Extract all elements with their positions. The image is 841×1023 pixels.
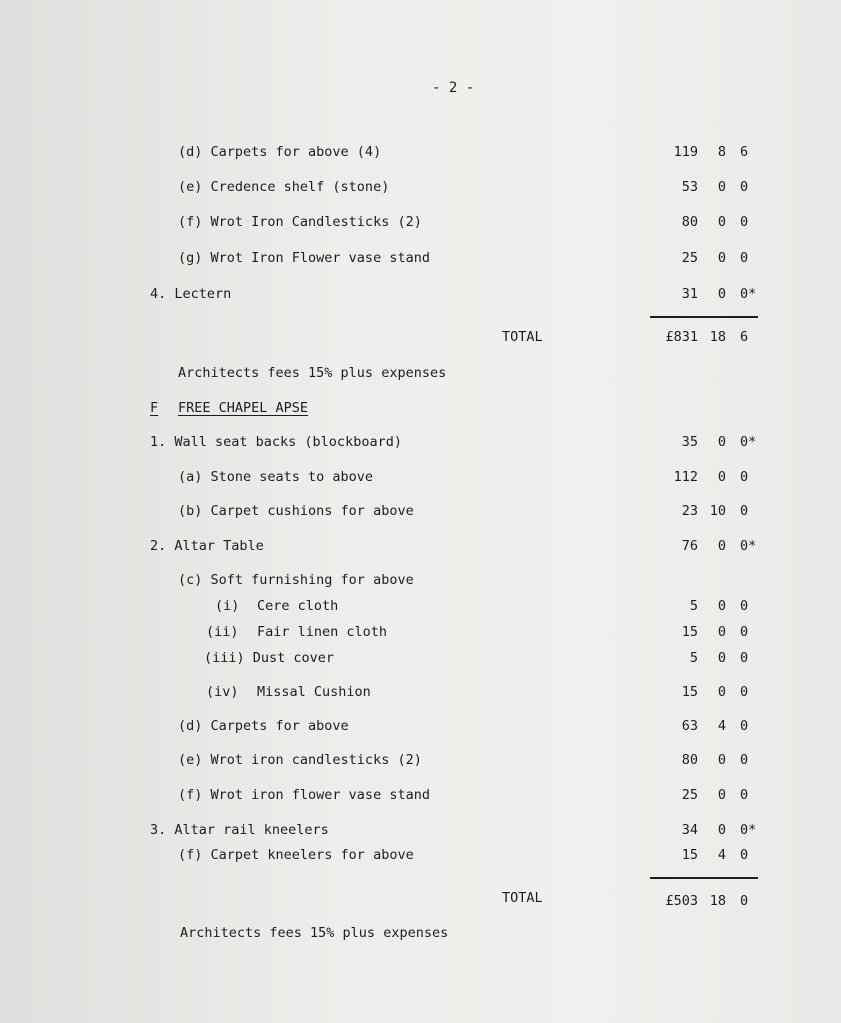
pounds-value: 112 <box>673 469 698 485</box>
item-label: (d) Carpets for above <box>178 718 349 734</box>
pounds-value: 35 <box>681 434 698 450</box>
shillings-value: 0 <box>717 179 726 195</box>
pence-value: 0 <box>740 503 749 519</box>
pounds-value: 80 <box>681 752 698 768</box>
pence-value: 0 <box>740 469 749 485</box>
pence-value: 0* <box>740 286 757 302</box>
pounds-value: 23 <box>681 503 698 519</box>
item-label: 4. Lectern <box>150 286 232 302</box>
total-rule <box>650 316 758 318</box>
sub-item-number: (i) <box>215 598 240 614</box>
architects-fees-note: Architects fees 15% plus expenses <box>178 365 447 381</box>
pounds-value: 34 <box>681 822 698 838</box>
pounds-value: 15 <box>681 624 698 640</box>
total-pounds: £503 <box>665 893 698 909</box>
item-label: 1. Wall seat backs (blockboard) <box>150 434 402 450</box>
shillings-value: 0 <box>717 787 726 803</box>
item-label: (g) Wrot Iron Flower vase stand <box>178 250 430 266</box>
item-label: (e) Credence shelf (stone) <box>178 179 390 195</box>
total-pounds: £831 <box>665 329 698 345</box>
shillings-value: 8 <box>717 144 726 160</box>
pence-value: 6 <box>740 144 749 160</box>
pounds-value: 25 <box>681 250 698 266</box>
pence-value: 0 <box>740 787 749 803</box>
sub-item-label: Missal Cushion <box>257 684 371 700</box>
shillings-value: 0 <box>717 286 726 302</box>
total-label: TOTAL <box>502 890 543 906</box>
shillings-value: 4 <box>717 718 726 734</box>
item-label: (f) Carpet kneelers for above <box>178 847 414 863</box>
pence-value: 0 <box>740 250 749 266</box>
pounds-value: 76 <box>681 538 698 554</box>
sub-item-number: (iv) <box>206 684 239 700</box>
pounds-value: 25 <box>681 787 698 803</box>
total-rule <box>650 877 758 879</box>
section-letter: F <box>150 400 159 416</box>
pounds-value: 80 <box>681 214 698 230</box>
pence-value: 0* <box>740 822 757 838</box>
item-label: (a) Stone seats to above <box>178 469 374 485</box>
pence-value: 0 <box>740 718 749 734</box>
pence-value: 0 <box>740 684 749 700</box>
pounds-value: 31 <box>681 286 698 302</box>
pence-value: 0 <box>740 214 749 230</box>
pence-value: 0 <box>740 650 749 666</box>
page-number: - 2 - <box>432 80 475 96</box>
total-pence: 0 <box>740 893 749 909</box>
pence-value: 0 <box>740 752 749 768</box>
shillings-value: 0 <box>717 752 726 768</box>
shillings-value: 0 <box>717 250 726 266</box>
item-label: 2. Altar Table <box>150 538 264 554</box>
item-label: (f) Wrot iron flower vase stand <box>178 787 430 803</box>
shillings-value: 0 <box>717 214 726 230</box>
total-shillings: 18 <box>709 893 726 909</box>
architects-fees-note: Architects fees 15% plus expenses <box>180 925 449 941</box>
item-label: 3. Altar rail kneelers <box>150 822 329 838</box>
pence-value: 0 <box>740 624 749 640</box>
pounds-value: 15 <box>681 847 698 863</box>
total-label: TOTAL <box>502 329 543 345</box>
sub-item-number: (ii) <box>206 624 239 640</box>
item-label: (c) Soft furnishing for above <box>178 572 414 588</box>
item-label: (f) Wrot Iron Candlesticks (2) <box>178 214 422 230</box>
shillings-value: 0 <box>717 538 726 554</box>
shillings-value: 4 <box>717 847 726 863</box>
shillings-value: 0 <box>717 650 726 666</box>
pence-value: 0 <box>740 179 749 195</box>
sub-item-label: Cere cloth <box>257 598 339 614</box>
pounds-value: 5 <box>689 650 698 666</box>
shillings-value: 0 <box>717 822 726 838</box>
total-pence: 6 <box>740 329 749 345</box>
item-label: (d) Carpets for above (4) <box>178 144 382 160</box>
pounds-value: 119 <box>673 144 698 160</box>
pence-value: 0* <box>740 538 757 554</box>
item-label: (iii) Dust cover <box>204 650 335 666</box>
total-shillings: 18 <box>709 329 726 345</box>
shillings-value: 0 <box>717 624 726 640</box>
pounds-value: 53 <box>681 179 698 195</box>
pounds-value: 5 <box>689 598 698 614</box>
shillings-value: 0 <box>717 434 726 450</box>
shillings-value: 0 <box>717 598 726 614</box>
shillings-value: 0 <box>717 684 726 700</box>
pounds-value: 63 <box>681 718 698 734</box>
pounds-value: 15 <box>681 684 698 700</box>
shillings-value: 10 <box>709 503 726 519</box>
sub-item-label: Fair linen cloth <box>257 624 388 640</box>
item-label: (b) Carpet cushions for above <box>178 503 414 519</box>
pence-value: 0* <box>740 434 757 450</box>
section-heading: FREE CHAPEL APSE <box>178 400 309 416</box>
shillings-value: 0 <box>717 469 726 485</box>
pence-value: 0 <box>740 598 749 614</box>
pence-value: 0 <box>740 847 749 863</box>
item-label: (e) Wrot iron candlesticks (2) <box>178 752 422 768</box>
